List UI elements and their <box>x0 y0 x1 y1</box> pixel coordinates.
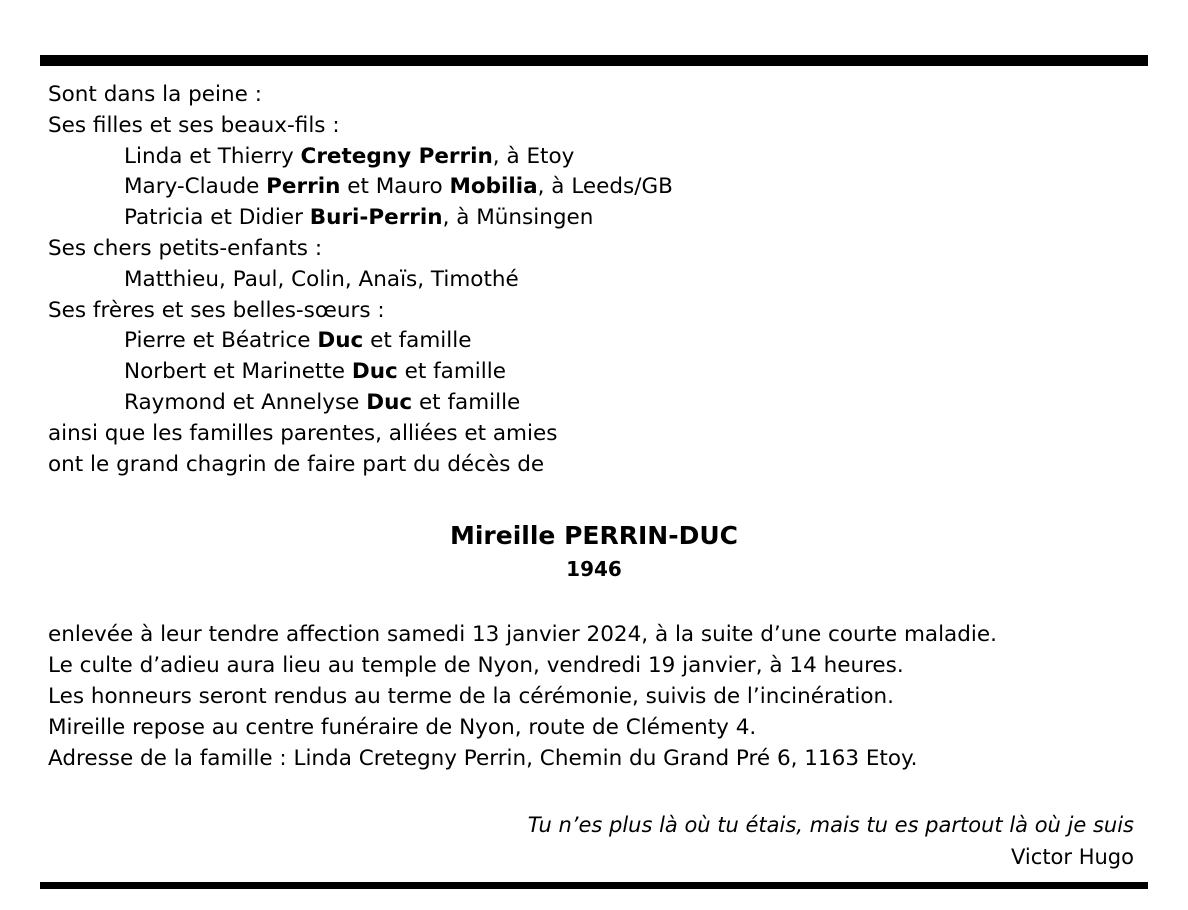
intro-line: Sont dans la peine : <box>48 82 262 107</box>
sibling-prefix: Raymond et Annelyse <box>124 389 367 415</box>
closing-line: ainsi que les familles parentes, alliées et amies <box>48 420 558 446</box>
detail-line: Le culte d’adieu aura lieu au temple de Nyon, vendredi 19 janvier, à 14 heures. <box>48 653 904 679</box>
sibling-prefix: Pierre et Béatrice <box>124 328 318 354</box>
grandchildren-heading: Ses chers petits-enfants : <box>48 235 323 261</box>
deceased-block <box>48 520 1140 584</box>
quote-text: Tu n’es plus là où tu étais, mais tu es partout là où je suis <box>527 813 1134 838</box>
child-mid: et Mauro <box>340 174 450 200</box>
quote-author: Victor Hugo <box>1011 845 1134 870</box>
child-prefix: Patricia et Didier <box>124 205 310 231</box>
closing-line: ont le grand chagrin de faire part du décès de <box>48 451 545 477</box>
sibling-line <box>48 326 1140 357</box>
deceased-name: Mireille PERRIN-DUC <box>449 521 738 551</box>
deceased-year: 1946 <box>566 557 622 582</box>
death-notice <box>40 55 1148 889</box>
child-prefix: Linda et Thierry <box>124 143 301 169</box>
sibling-line <box>48 388 1140 419</box>
child-surname: Perrin <box>266 174 341 200</box>
sibling-suffix: et famille <box>363 328 472 354</box>
sibling-prefix: Norbert et Marinette <box>124 359 352 385</box>
sibling-surname: Duc <box>317 328 364 354</box>
sibling-surname: Duc <box>366 389 413 415</box>
child-line <box>48 142 1140 173</box>
sibling-suffix: et famille <box>412 389 521 415</box>
child-surname-2: Mobilia <box>449 174 538 200</box>
child-line <box>48 172 1140 203</box>
grandchildren-line: Matthieu, Paul, Colin, Anaïs, Timothé <box>124 266 519 292</box>
child-suffix: , à Etoy <box>492 143 575 169</box>
sibling-line <box>48 357 1140 388</box>
detail-line: Les honneurs seront rendus au terme de la cérémonie, suivis de l’incinération. <box>48 683 895 709</box>
detail-line: Mireille repose au centre funéraire de Nyon, route de Clémenty 4. <box>48 714 757 740</box>
quote-block <box>48 810 1140 872</box>
child-suffix: , à Leeds/GB <box>537 174 673 200</box>
details-block <box>48 620 1140 774</box>
detail-line: Adresse de la famille : Linda Cretegny Perrin, Chemin du Grand Pré 6, 1163 Etoy. <box>48 745 918 771</box>
detail-line: enlevée à leur tendre affection samedi 13 janvier 2024, à la suite d’une courte maladie. <box>48 622 997 648</box>
child-surname: Cretegny Perrin <box>300 143 493 169</box>
children-heading: Ses filles et ses beaux-fils : <box>48 112 340 138</box>
notice-body <box>40 66 1148 872</box>
sibling-suffix: et famille <box>397 359 506 385</box>
child-surname: Buri-Perrin <box>309 205 443 231</box>
child-prefix: Mary-Claude <box>124 174 267 200</box>
child-suffix: , à Münsingen <box>442 205 594 231</box>
siblings-heading: Ses frères et ses belles-sœurs : <box>48 297 385 323</box>
child-line <box>48 203 1140 234</box>
sibling-surname: Duc <box>351 359 398 385</box>
bottom-divider <box>40 882 1148 889</box>
top-divider <box>40 55 1148 66</box>
